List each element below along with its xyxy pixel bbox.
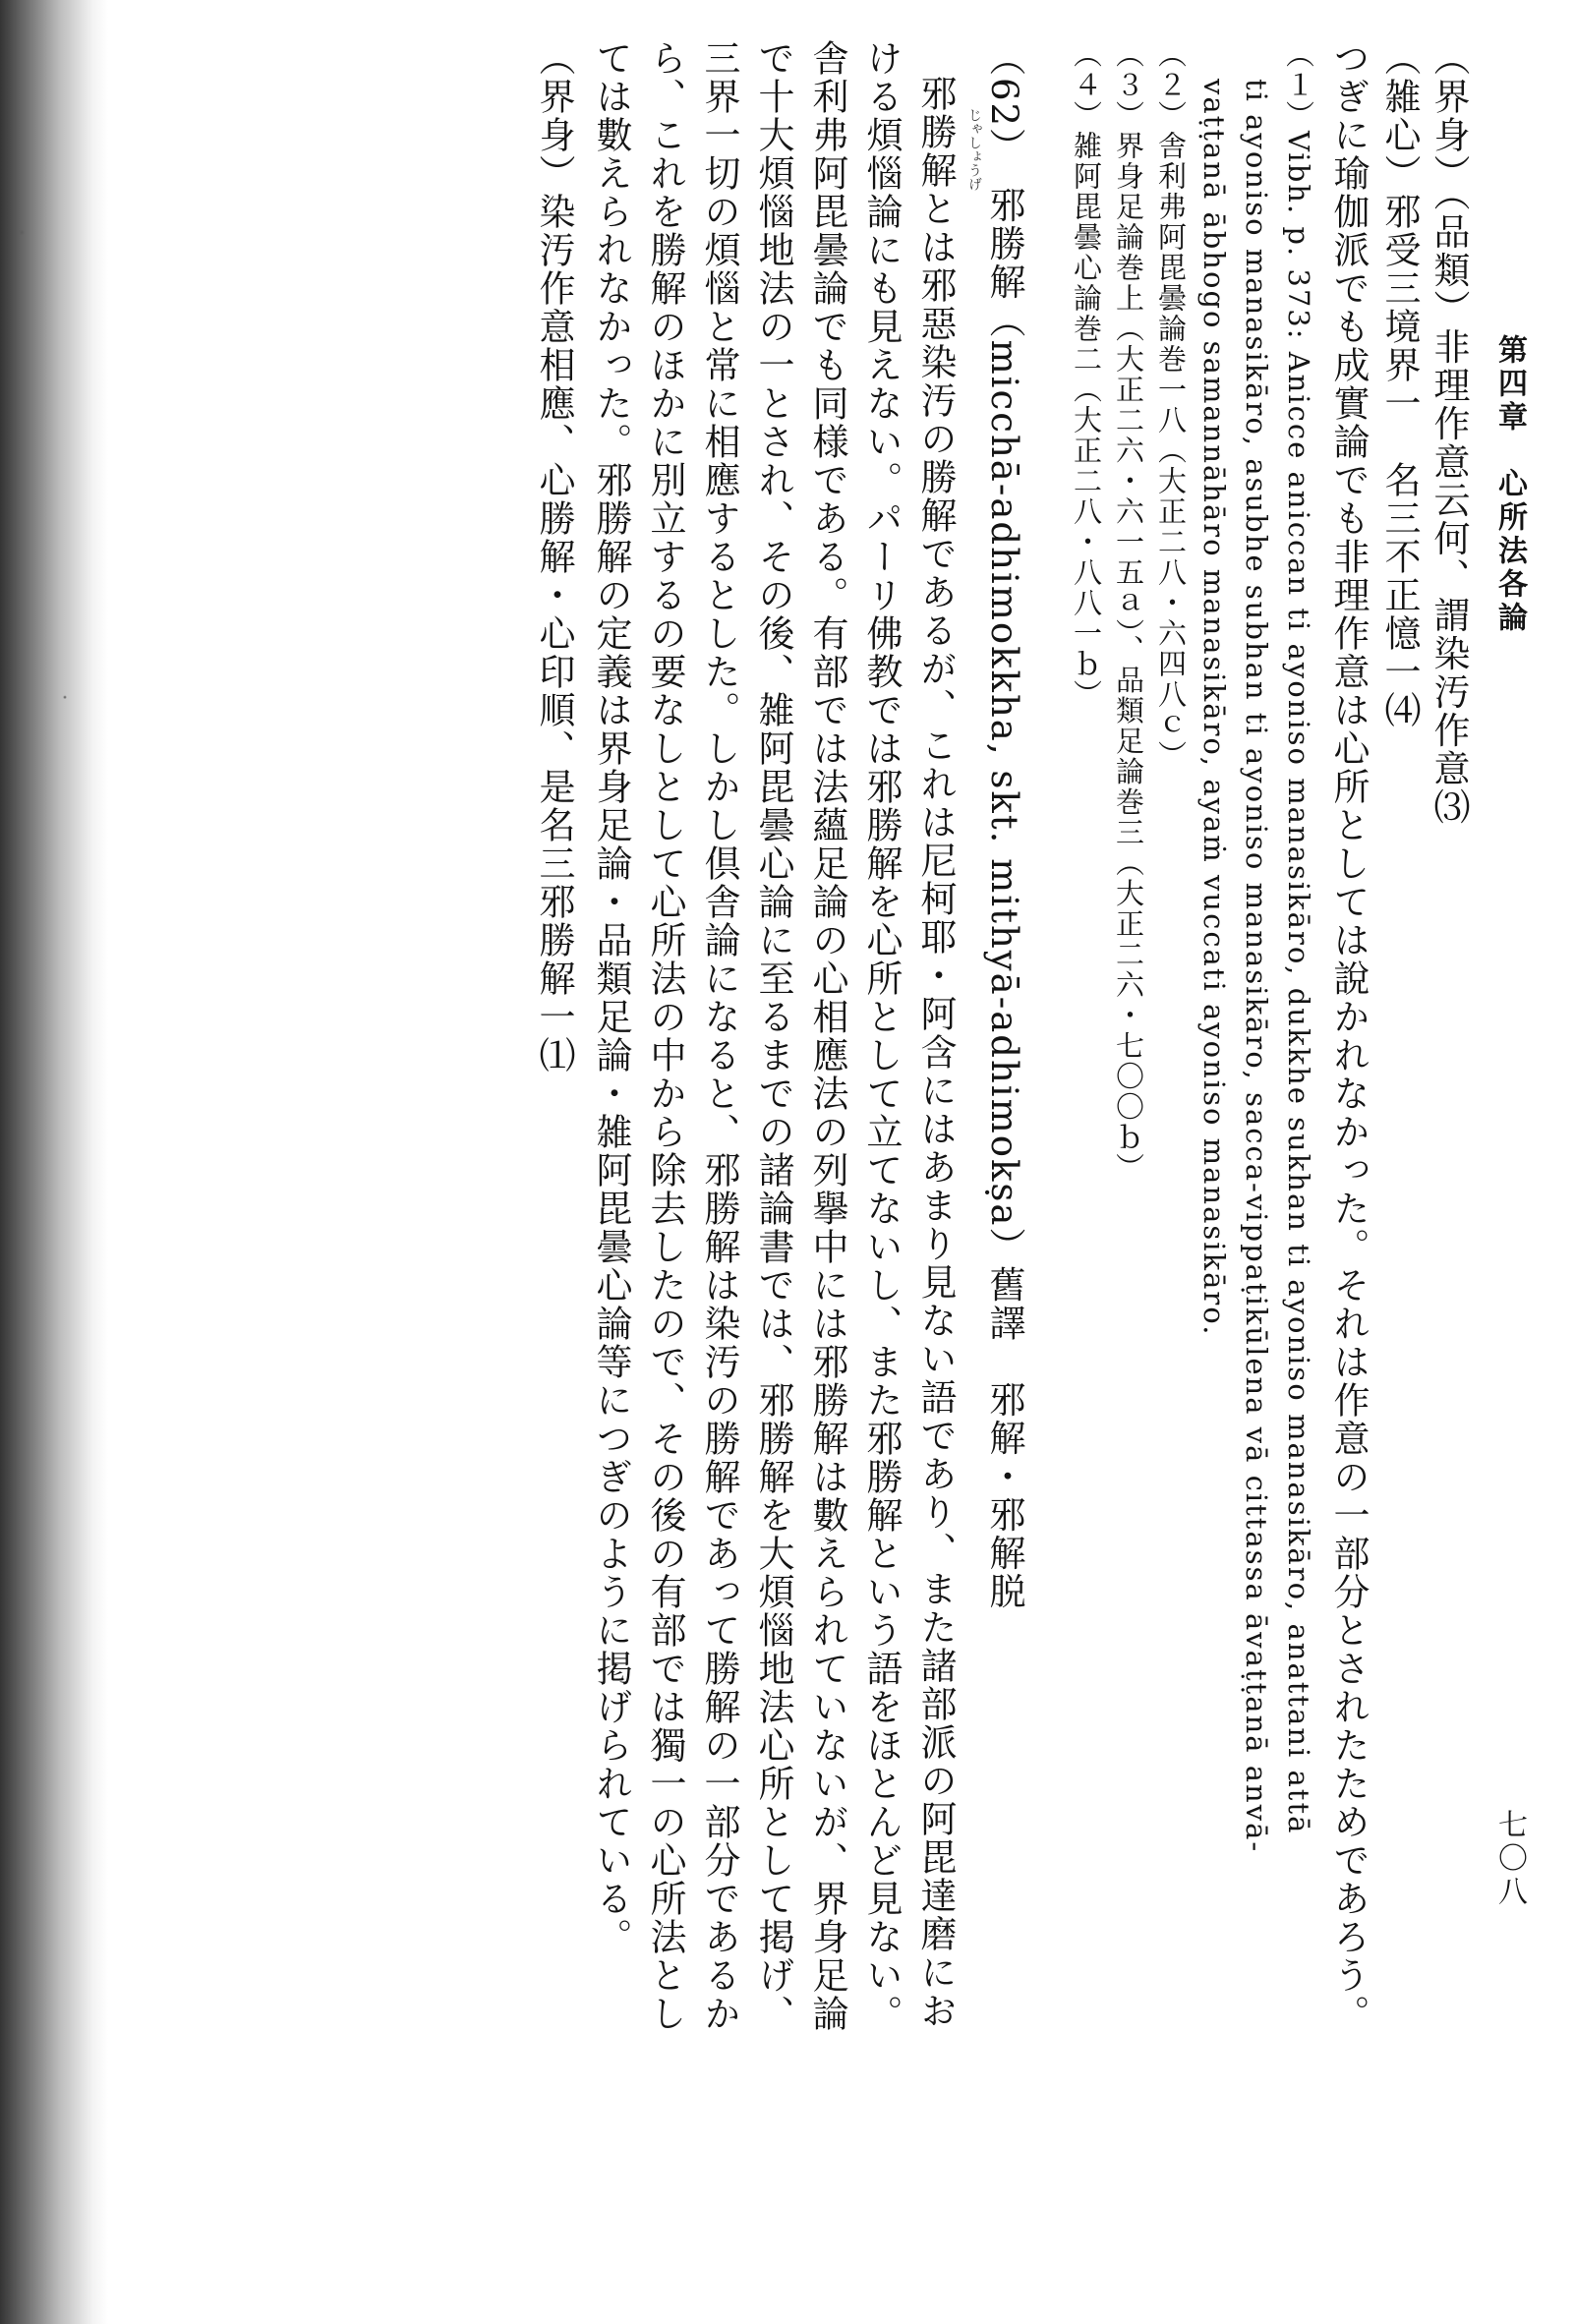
paragraph-line-7: ては數えられなかった。邪勝解の定義は界身足論・品類足論・雑阿毘曇心論等につぎのように掲げられている。 (590, 39, 632, 1956)
note-2: （２）舎利弗阿毘曇論巻一八（大正二八・六四八ｃ） (1154, 39, 1188, 771)
note-1-line-1: （１）Vibh. p. 373: Anicce aniccan ti ayoniso manasikāro, dukkhe sukhan ti ayoniso manasikāro, anattani attā (1282, 39, 1315, 1835)
bottom-quote: （界身）染汚作意相應、心勝解・心印順、是名三邪勝解一⑴ (533, 39, 575, 1075)
running-head: 第四章 心所法各論 (1492, 334, 1527, 635)
body-line-1: つぎに瑜伽派でも成實論でも非理作意は心所としては說かれなかった。それは作意の一部分とされたためであろう。 (1327, 39, 1370, 2033)
book-page (147, 39, 1527, 2291)
note-1-line-3: vaṭṭanā ābhogo samannāhāro manasikāro, ayaṁ vuccati ayoniso manasikāro. (1197, 79, 1231, 1337)
scan-shadow-edge (0, 0, 108, 2324)
note-4: （４）雑阿毘曇心論巻二（大正二八・八八一ｂ） (1070, 39, 1103, 710)
page-number: 七〇八 (1492, 1809, 1527, 1909)
paragraph-line-4: で十大煩惱地法の一とされ、その後、雑阿毘曇心論に至るまでの諸論書では、邪勝解を大煩惱地法心所として掲げ、 (752, 39, 794, 2033)
note-3: （３）界身足論巻上（大正二六・六一五ａ）、品類足論巻三（大正二六・七〇〇ｂ） (1112, 39, 1145, 1184)
paragraph-line-1: 邪勝解とは邪惡染汚の勝解であるが、これは尼柯耶・阿含にはあまり見ない語であり、また諸部派の阿毘達磨にお (914, 75, 957, 2030)
heading-ruby: じゃしょうげ (966, 108, 982, 191)
paragraph-line-5: 三界一切の煩惱と常に相應するとした。しかし倶舎論になると、邪勝解は染汚の勝解であって勝解の一部分であるか (698, 39, 740, 2033)
note-1-line-2: ti ayoniso manasikāro, asubhe subhan ti ayoniso manasikāro, sacca-vippaṭikūlena vā cittassa āvaṭṭanā anvā- (1240, 79, 1273, 1854)
paragraph-line-6: ら、これを勝解のほかに別立するの要なしとして心所法の中から除去したので、その後の有部では獨一の心所法とし (644, 39, 686, 2033)
top-quote-line-2: （雑心）邪受三境界一 名三不正憶一⑷ (1378, 39, 1421, 729)
top-quote-line-1: （界身）（品類）非理作意云何、謂染汚作意⑶ (1428, 39, 1470, 827)
section-62-heading: （62） 邪勝解（micchā-adhimokkha, skt. mithyā-adhimokṣa）舊譯 邪解・邪解脱 (983, 39, 1025, 1611)
paragraph-line-3: 舎利弗阿毘曇論でも同様である。有部では法蘊足論の心相應法の列擧中には邪勝解は數えられていないが、界身足論 (806, 39, 848, 2033)
paragraph-line-2: ける煩惱論にも見えない。パーリ佛教では邪勝解を心所として立てないし、また邪勝解という語をほとんど見ない。 (860, 39, 903, 2033)
